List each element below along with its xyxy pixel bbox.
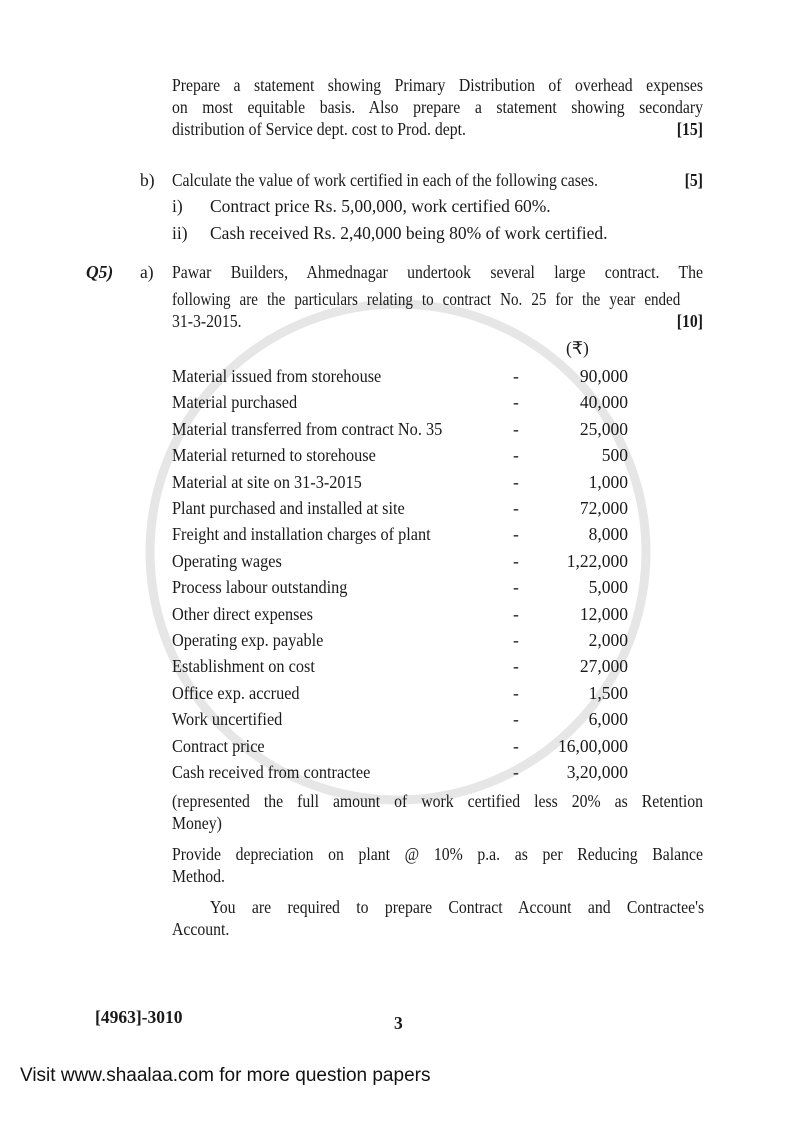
row-amount: 3,20,000 — [566, 762, 628, 782]
table-row — [172, 495, 628, 521]
marks: [15] — [676, 119, 703, 139]
note-line: (represented the full amount of work certified less 20% as Retention — [172, 791, 703, 811]
row-dash: - — [513, 762, 519, 782]
row-amount: 5,000 — [588, 577, 628, 598]
row-dash: - — [513, 630, 519, 650]
sub-question-label: a) — [140, 262, 154, 282]
currency-header: (₹) — [566, 338, 589, 358]
row-amount: 27,000 — [579, 656, 628, 677]
table-row — [172, 759, 628, 785]
row-dash: - — [513, 550, 519, 571]
row-dash: - — [513, 418, 519, 439]
row-dash: - — [513, 471, 519, 492]
sub-question-label: b) — [140, 170, 155, 190]
row-label: Process labour outstanding — [172, 577, 348, 598]
row-dash: - — [513, 656, 519, 677]
row-dash: - — [513, 445, 519, 466]
row-label: Material returned to storehouse — [172, 445, 376, 466]
table-row — [172, 680, 628, 706]
row-dash: - — [513, 366, 519, 386]
paragraph-line: on most equitable basis. Also prepare a statement showing secondary — [172, 97, 703, 117]
row-label: Plant purchased and installed at site — [172, 498, 405, 518]
depreciation-line: Method. — [172, 866, 225, 886]
note-line: Money) — [172, 813, 222, 833]
depreciation-line: Provide depreciation on plant @ 10% p.a. as per Reducing Balance — [172, 844, 703, 864]
table-row — [172, 363, 628, 389]
row-amount: 500 — [601, 445, 628, 466]
item-text: Contract price Rs. 5,00,000, work certified 60%. — [210, 196, 551, 216]
table-row — [172, 706, 628, 732]
table-row — [172, 416, 628, 442]
table-row — [172, 627, 628, 653]
required-line: Account. — [172, 919, 230, 939]
marks: [10] — [676, 311, 703, 331]
row-amount: 1,000 — [588, 471, 628, 492]
required-line: You are required to prepare Contract Account and Contractee's — [210, 897, 705, 917]
paragraph-line: 31-3-2015. — [172, 311, 242, 331]
table-row — [172, 548, 628, 574]
row-label: Work uncertified — [172, 709, 283, 730]
row-label: Material purchased — [172, 392, 298, 413]
row-label: Cash received from contractee — [172, 762, 371, 782]
table-row — [172, 653, 628, 679]
row-amount: 6,000 — [588, 709, 628, 730]
table-row — [172, 469, 628, 495]
table-row — [172, 574, 628, 600]
row-amount: 25,000 — [579, 418, 628, 439]
paragraph-line: following are the particulars relating to contract No. 25 for the year ended — [172, 289, 681, 309]
page-number: 3 — [394, 1013, 403, 1033]
row-dash: - — [513, 709, 519, 730]
row-dash: - — [513, 524, 519, 545]
row-dash: - — [513, 498, 519, 518]
question-text: Calculate the value of work certified in each of the following cases. — [172, 170, 598, 190]
row-label: Other direct expenses — [172, 603, 313, 624]
item-number: ii) — [172, 223, 188, 243]
paper-code: [4963]-3010 — [95, 1007, 183, 1027]
row-label: Freight and installation charges of plant — [172, 524, 431, 545]
row-amount: 1,500 — [588, 682, 628, 703]
row-amount: 2,000 — [588, 630, 628, 650]
row-amount: 12,000 — [579, 603, 628, 624]
table-row — [172, 442, 628, 468]
visit-link[interactable]: Visit www.shaalaa.com for more question papers — [20, 1065, 431, 1086]
row-label: Contract price — [172, 735, 265, 756]
paragraph-line: Prepare a statement showing Primary Distribution of overhead expenses — [172, 75, 703, 95]
row-amount: 72,000 — [579, 498, 628, 518]
row-dash: - — [513, 392, 519, 413]
item-text: Cash received Rs. 2,40,000 being 80% of work certified. — [210, 223, 608, 243]
row-dash: - — [513, 603, 519, 624]
row-label: Material transferred from contract No. 35 — [172, 418, 443, 439]
table-row — [172, 389, 628, 415]
item-number: i) — [172, 196, 183, 216]
row-dash: - — [513, 577, 519, 598]
row-amount: 90,000 — [579, 366, 628, 386]
row-amount: 1,22,000 — [566, 550, 628, 571]
paragraph-line: distribution of Service dept. cost to Prod. dept. — [172, 119, 466, 139]
row-label: Establishment on cost — [172, 656, 315, 677]
marks: [5] — [684, 170, 703, 190]
row-label: Office exp. accrued — [172, 682, 300, 703]
row-dash: - — [513, 735, 519, 756]
row-label: Operating wages — [172, 550, 282, 571]
row-dash: - — [513, 682, 519, 703]
row-label: Material at site on 31-3-2015 — [172, 471, 362, 492]
row-amount: 16,00,000 — [558, 735, 628, 756]
paragraph-line: Pawar Builders, Ahmednagar undertook several large contract. The — [172, 262, 703, 282]
row-amount: 8,000 — [588, 524, 628, 545]
question-number: Q5) — [86, 262, 114, 282]
row-amount: 40,000 — [579, 392, 628, 413]
table-row — [172, 733, 628, 759]
row-label: Material issued from storehouse — [172, 366, 382, 386]
table-row — [172, 601, 628, 627]
row-label: Operating exp. payable — [172, 630, 324, 650]
table-row — [172, 521, 628, 547]
